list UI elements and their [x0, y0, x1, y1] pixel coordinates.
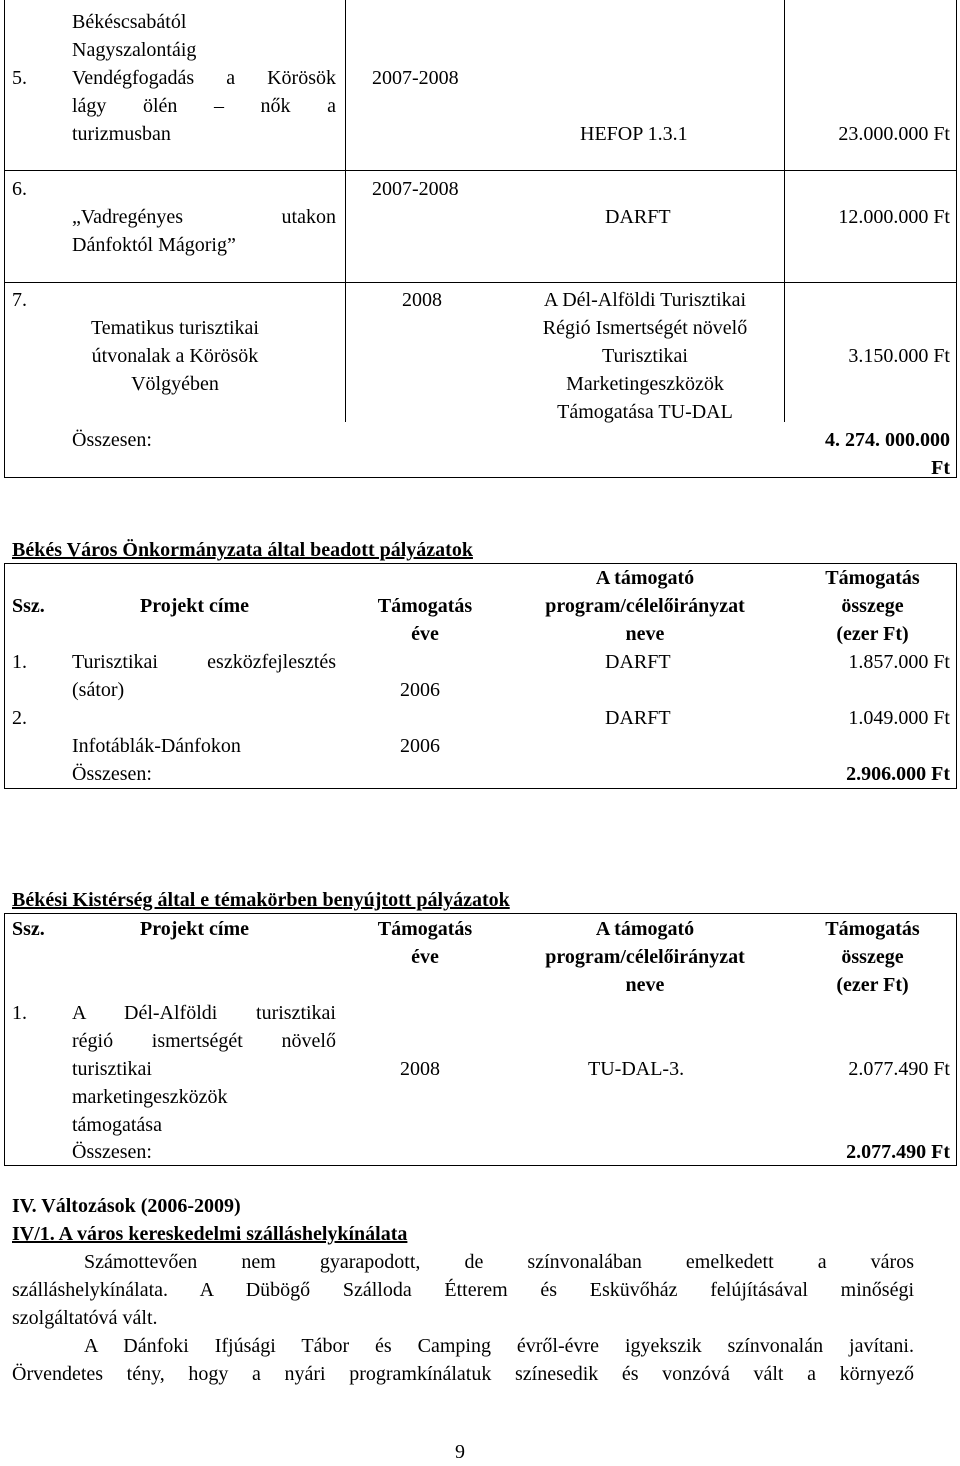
project-title: A Dél-Alföldi turisztikai régió ismertségét növelő turisztikai marketingeszközök támogatása — [72, 1002, 336, 1136]
project-year: 2006 — [400, 735, 440, 757]
project-year: 2006 — [400, 679, 440, 701]
row-number: 7. — [12, 289, 27, 311]
support-amount: 12.000.000 Ft — [838, 206, 950, 228]
column-header-amount: Támogatás összege (ezer Ft) — [825, 918, 920, 996]
column-header-amount: Támogatás összege (ezer Ft) — [825, 567, 920, 645]
paragraph-1: Számottevően nem gyarapodott, de színvonalában emelkedett a város szálláshelykínálata. A Dübögő Szálloda Étterem és Esküvőház felújításával minőségi szolgáltatóvá vált. — [12, 1251, 914, 1329]
column-header-program: A támogató program/célelőirányzat neve — [545, 567, 745, 645]
total-label: Összesen: — [72, 429, 152, 451]
support-amount: 3.150.000 Ft — [848, 345, 950, 367]
row-number: 2. — [12, 707, 27, 729]
total-label: Összesen: — [72, 1141, 152, 1163]
total-label: Összesen: — [72, 763, 152, 785]
column-header-ssz: Ssz. — [12, 918, 45, 940]
project-title: Békéscsabától Nagyszalontáig Vendégfogadás a Körösök lágy ölén – nők a turizmusban — [72, 11, 336, 145]
project-year: 2008 — [402, 289, 442, 311]
page-number: 9 — [455, 1441, 465, 1463]
section-heading: Békési Kistérség által e témakörben benyújtott pályázatok — [12, 889, 510, 911]
project-title: Turisztikai eszközfejlesztés (sátor) — [72, 651, 336, 701]
column-header-title: Projekt címe — [140, 595, 250, 617]
column-header-program: A támogató program/célelőirányzat neve — [545, 918, 745, 996]
subsection-heading: IV/1. A város kereskedelmi szálláshelykínálata — [12, 1223, 408, 1245]
support-amount: 23.000.000 Ft — [838, 123, 950, 145]
total-amount: 2.077.490 Ft — [846, 1141, 950, 1163]
support-amount: 1.857.000 Ft — [848, 651, 950, 673]
project-title: Infotáblák-Dánfokon — [72, 735, 241, 757]
column-header-year: Támogatás éve — [377, 595, 473, 645]
project-title: „Vadregényes utakon Dánfoktól Mágorig” — [72, 206, 336, 256]
section-heading: Békés Város Önkormányzata által beadott pályázatok — [12, 539, 473, 561]
program-name: A Dél-Alföldi Turisztikai Régió Ismertségét növelő Turisztikai Marketingeszközök Támogatása TU-DAL — [542, 289, 748, 423]
total-amount: 4. 274. 000.000 Ft — [825, 429, 950, 479]
support-amount: 1.049.000 Ft — [848, 707, 950, 729]
support-amount: 2.077.490 Ft — [848, 1058, 950, 1080]
project-title: Tematikus turisztikai útvonalak a Körösök Völgyében — [90, 317, 259, 395]
program-name: DARFT — [605, 206, 671, 228]
row-number: 5. — [12, 67, 27, 89]
chapter-heading: IV. Változások (2006-2009) — [12, 1195, 241, 1217]
column-header-title: Projekt címe — [140, 918, 250, 940]
paragraph-2: A Dánfoki Ifjúsági Tábor és Camping évről-évre igyekszik színvonalán javítani. Örvendetes tény, hogy a nyári programkínálatuk színesedik és vonzóvá vált a környező — [12, 1335, 914, 1385]
project-year: 2008 — [400, 1058, 440, 1080]
total-amount: 2.906.000 Ft — [846, 763, 950, 785]
program-name: TU-DAL-3. — [588, 1058, 685, 1080]
column-header-year: Támogatás éve — [377, 918, 473, 968]
project-year: 2007-2008 — [372, 67, 459, 89]
column-header-ssz: Ssz. — [12, 595, 45, 617]
row-number: 1. — [12, 651, 27, 673]
row-number: 6. — [12, 178, 27, 200]
program-name: DARFT — [605, 651, 671, 673]
program-name: DARFT — [605, 707, 671, 729]
program-name: HEFOP 1.3.1 — [580, 123, 688, 145]
project-year: 2007-2008 — [372, 178, 459, 200]
row-number: 1. — [12, 1002, 27, 1024]
